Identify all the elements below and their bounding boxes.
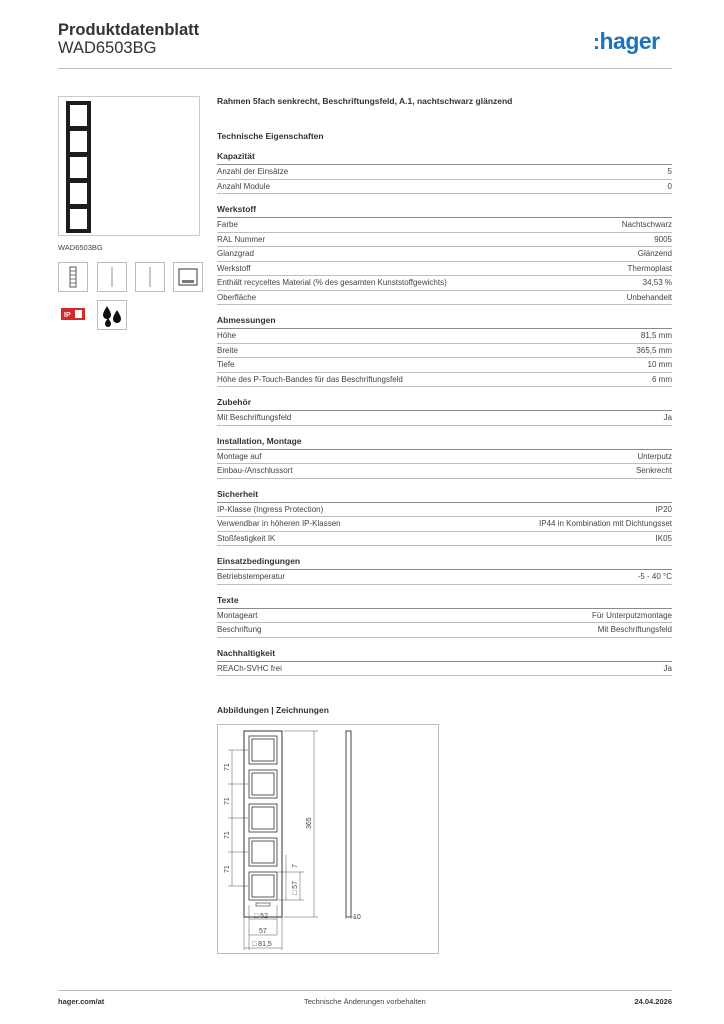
spec-group: [217, 151, 672, 194]
spec-row: [217, 411, 672, 426]
spec-label: Stoßfestigkeit IK: [217, 533, 276, 543]
dim-outer-width: □ 81,5: [252, 941, 272, 948]
spec-row: [217, 570, 672, 585]
vertical-line-icon: [97, 262, 127, 292]
spec-group: [217, 489, 672, 547]
spec-group-title: Einsatzbedingungen: [217, 556, 672, 570]
spec-value: 81,5 mm: [640, 331, 672, 340]
dim-height: 365: [306, 817, 313, 829]
spec-label: Tiefe: [217, 360, 235, 369]
spec-group: [217, 204, 672, 305]
product-description: Rahmen 5fach senkrecht, Beschriftungsfeld, A.1, nachtschwarz glänzend: [217, 96, 513, 106]
spec-row: [217, 276, 672, 291]
spec-value: IP20: [655, 504, 672, 514]
dim-depth: 10: [353, 914, 361, 921]
spec-label: Oberfläche: [217, 292, 257, 302]
footer-website[interactable]: hager.com/at: [58, 997, 105, 1006]
spec-label: Verwendbar in höheren IP-Klassen: [217, 519, 341, 528]
product-code: WAD6503BG: [58, 39, 157, 57]
spec-value: Unbehandelt: [626, 292, 672, 302]
ip-rating-icon: [58, 300, 88, 330]
ip-badge-text: IP: [64, 312, 71, 319]
water-drops-icon: [97, 300, 127, 330]
spec-value: Mit Beschriftungsfeld: [597, 625, 672, 634]
logo-text: hager: [599, 28, 660, 54]
spec-group: [217, 436, 672, 479]
spec-value: Ja: [663, 413, 672, 422]
spec-group-title: Abmessungen: [217, 315, 672, 329]
spec-group-title: Zubehör: [217, 397, 672, 411]
spec-row: [217, 517, 672, 532]
spec-value: 0: [667, 181, 672, 191]
footer-note: Technische Änderungen vorbehalten: [304, 997, 426, 1006]
spec-row: [217, 233, 672, 248]
spec-row: [217, 532, 672, 547]
spec-groups: [217, 151, 672, 676]
dim-width: 57: [259, 928, 267, 935]
spec-group-title: Texte: [217, 595, 672, 609]
spec-group: [217, 556, 672, 585]
spec-value: Nachtschwarz: [621, 220, 672, 229]
spec-group-title: Nachhaltigkeit: [217, 648, 672, 662]
spec-label: Höhe: [217, 331, 237, 340]
technical-properties-heading: Technische Eigenschaften: [217, 131, 324, 141]
spec-label: Anzahl der Einsätze: [217, 167, 289, 176]
spec-row: [217, 262, 672, 277]
dim-pitch-4: 71: [224, 865, 231, 873]
dim-gap: 7: [292, 864, 299, 868]
spec-label: RAL Nummer: [217, 234, 266, 244]
spec-row: [217, 609, 672, 624]
spec-label: Betriebstemperatur: [217, 572, 286, 581]
spec-value: 5: [667, 167, 672, 176]
dim-inner-height: □ 57: [292, 881, 299, 895]
technical-drawing: [217, 724, 439, 954]
spec-label: Werkstoff: [217, 263, 251, 273]
document-title: Produktdatenblatt: [58, 21, 200, 39]
spec-label: IP-Klasse (Ingress Protection): [217, 504, 324, 514]
spec-label: Glanzgrad: [217, 249, 254, 258]
spec-group-title: Kapazität: [217, 151, 672, 165]
footer-divider: [58, 990, 672, 991]
spec-label: Enthält recyceltes Material (% des gesamten Kunststoffgewichts): [217, 278, 447, 287]
header-divider: [58, 68, 672, 69]
spec-value: Senkrecht: [635, 466, 672, 475]
spec-row: [217, 503, 672, 518]
spec-value: 6 mm: [652, 374, 672, 384]
vertical-line-icon: [135, 262, 165, 292]
product-image: [58, 96, 200, 236]
spec-row: [217, 218, 672, 233]
spec-content: [217, 96, 672, 686]
spec-value: Glänzend: [637, 249, 672, 258]
spec-label: Beschriftung: [217, 625, 262, 634]
spec-label: Farbe: [217, 220, 238, 229]
dim-pitch-2: 71: [224, 797, 231, 805]
drawing-heading: Abbildungen | Zeichnungen: [217, 705, 329, 715]
frame-illustration: [59, 97, 199, 235]
spec-row: [217, 373, 672, 388]
spec-row: [217, 623, 672, 638]
spec-value: 9005: [654, 234, 672, 244]
spec-row: [217, 358, 672, 373]
spec-label: Breite: [217, 345, 238, 355]
spec-label: Anzahl Module: [217, 181, 270, 191]
spec-row: [217, 180, 672, 195]
spec-label: Montage auf: [217, 451, 262, 461]
spec-row: [217, 450, 672, 465]
spec-label: Montageart: [217, 610, 258, 620]
footer-date: 24.04.2026: [634, 997, 672, 1006]
spec-row: [217, 662, 672, 677]
product-image-caption: WAD6503BG: [58, 243, 103, 252]
spec-row: [217, 329, 672, 344]
spec-value: 10 mm: [647, 360, 672, 369]
spec-row: [217, 291, 672, 306]
spec-value: -5 - 40 °C: [637, 572, 672, 581]
spec-value: IP44 in Kombination mit Dichtungsset: [539, 519, 672, 528]
spec-group-title: Installation, Montage: [217, 436, 672, 450]
spec-row: [217, 464, 672, 479]
spec-group-title: Sicherheit: [217, 489, 672, 503]
dim-pitch-3: 71: [224, 831, 231, 839]
spec-group: [217, 648, 672, 677]
spec-value: 365,5 mm: [636, 345, 672, 355]
spec-value: Thermoplast: [627, 263, 672, 273]
spec-group: [217, 315, 672, 387]
spec-row: [217, 344, 672, 359]
hager-logo: :hager: [593, 28, 660, 54]
spec-group: [217, 397, 672, 426]
spec-group: [217, 595, 672, 638]
spec-label: REACh-SVHC frei: [217, 663, 282, 673]
spec-label: Höhe des P-Touch-Bandes für das Beschriftungsfeld: [217, 374, 403, 384]
spec-row: [217, 247, 672, 262]
five-fold-frame-icon: [58, 262, 88, 292]
spec-label: Einbau-/Anschlussort: [217, 466, 293, 475]
dim-inner-width: □ 52: [254, 913, 268, 920]
spec-label: Mit Beschriftungsfeld: [217, 413, 292, 422]
spec-value: Für Unterputzmontage: [591, 610, 672, 620]
spec-group-title: Werkstoff: [217, 204, 672, 218]
spec-value: Ja: [663, 663, 672, 673]
label-field-icon: [173, 262, 203, 292]
dim-pitch-1: 71: [224, 763, 231, 771]
spec-value: Unterputz: [637, 451, 672, 461]
spec-row: [217, 165, 672, 180]
spec-value: 34,53 %: [642, 278, 672, 287]
spec-value: IK05: [655, 533, 672, 543]
